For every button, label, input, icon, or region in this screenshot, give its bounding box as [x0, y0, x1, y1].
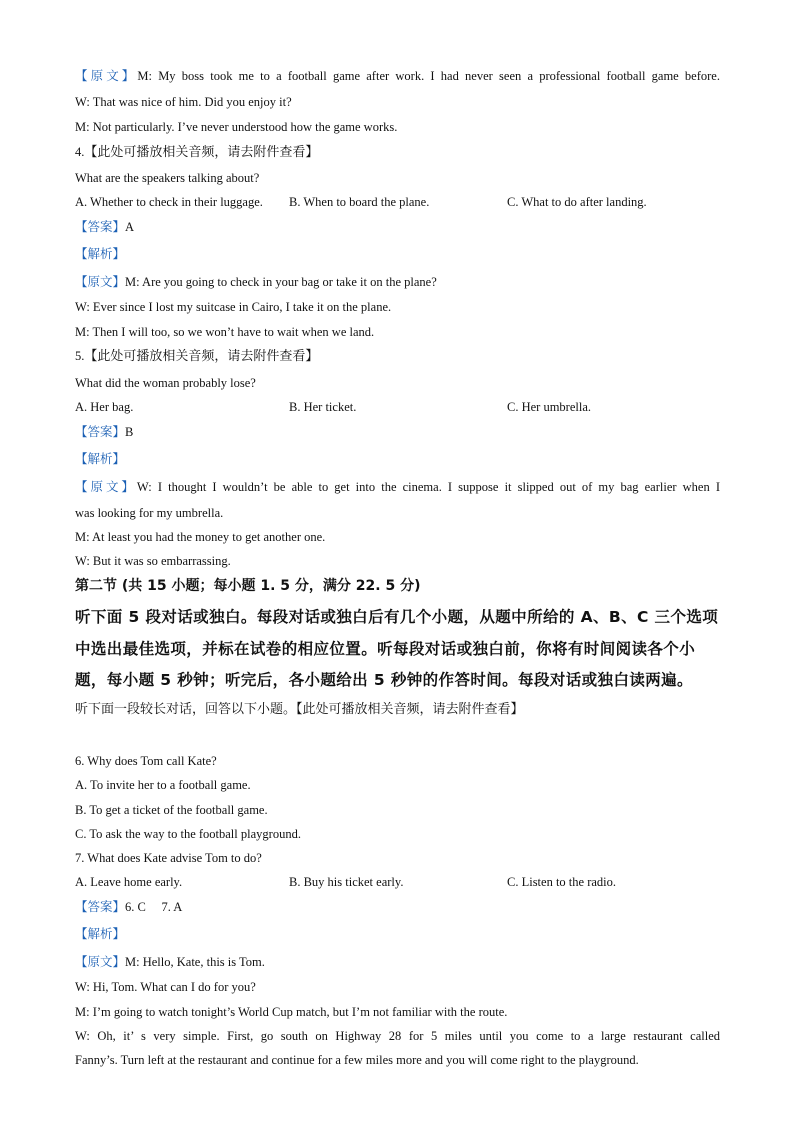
original-text-tag: 【原文】: [75, 69, 138, 83]
q7-transcript-line-4: W: Oh, it’ s very simple. First, go south on Highway 28 for 5 miles until you come to a large restaurant called: [75, 1029, 720, 1043]
q4-number: 4.: [75, 145, 85, 159]
q4-option-b: B. When to board the plane.: [289, 195, 430, 209]
q4-option-c: C. What to do after landing.: [507, 195, 647, 209]
q5-question: What did the woman probably lose?: [75, 376, 256, 390]
q5-option-a: A. Her bag.: [75, 400, 134, 414]
q4-answer-value: A: [125, 220, 135, 234]
q5-transcript-line-4: W: But it was so embarrassing.: [75, 554, 231, 568]
q6-q7-answer: [75, 899, 182, 915]
q5-option-c: C. Her umbrella.: [507, 400, 592, 414]
q4-options: [75, 194, 720, 210]
q7-transcript-line-2: W: Hi, Tom. What can I do for you?: [75, 980, 256, 994]
q3-transcript-line-1: 【原文】M: My boss took me to a football game after work. I had never seen a professional football game before.: [75, 69, 720, 83]
q5-answer: [75, 424, 133, 440]
q5-analysis-tag: 【解析】: [75, 452, 126, 466]
section2-heading: 第二节 (共 15 小题；每小题 1. 5 分，满分 22. 5 分): [75, 578, 421, 594]
q4-option-a: A. Whether to check in their luggage.: [75, 195, 263, 209]
q7-transcript-line-5: Fanny’s. Turn left at the restaurant and continue for a few miles more and you will come right to the playground.: [75, 1053, 639, 1067]
original-text-tag: 【原文】: [75, 275, 126, 289]
q5-transcript-line-2: was looking for my umbrella.: [75, 506, 224, 520]
section2-instruction-line-1: 听下面 5 段对话或独白。每段对话或独白后有几个小题，从题中所给的 A、B、C 三个选项: [75, 608, 719, 626]
q4-header: [75, 144, 318, 161]
original-text-tag: 【原文】: [75, 480, 137, 494]
q6-option-a: A. To invite her to a football game.: [75, 778, 251, 792]
answer-tag: 【答案】: [75, 900, 126, 914]
q6-question: 6. Why does Tom call Kate?: [75, 754, 217, 768]
q4-analysis-tag: 【解析】: [75, 247, 126, 261]
q7-options: [75, 874, 720, 890]
q7-analysis-tag: 【解析】: [75, 927, 126, 941]
q5-header: [75, 348, 318, 365]
q5-number: 5.: [75, 349, 85, 363]
q4-transcript-line-2: W: Ever since I lost my suitcase in Cairo, I take it on the plane.: [75, 300, 392, 314]
q5-audio-note[interactable]: 【此处可播放相关音频，请去附件查看】: [84, 349, 319, 364]
q3-transcript-line-3: M: Not particularly. I’ve never understood how the game works.: [75, 120, 398, 134]
q4-transcript-line-3: M: Then I will too, so we won’t have to wait when we land.: [75, 325, 375, 339]
section2-instruction-line-2: 中选出最佳选项，并标在试卷的相应位置。听每段对话或独白前，你将有时间阅读各个小: [75, 640, 696, 658]
q7-transcript-line-1: 【原文】M: Hello, Kate, this is Tom.: [75, 955, 265, 969]
q5-answer-value: B: [125, 425, 134, 439]
q6-q7-answer-value: 6. C 7. A: [125, 900, 183, 914]
q7-option-b: B. Buy his ticket early.: [289, 875, 404, 889]
original-text-tag: 【原文】: [75, 955, 126, 969]
q4-answer: [75, 219, 134, 235]
q5-option-b: B. Her ticket.: [289, 400, 357, 414]
answer-tag: 【答案】: [75, 425, 126, 439]
q4-audio-note[interactable]: 【此处可播放相关音频，请去附件查看】: [84, 145, 319, 160]
q7-transcript-line-3: M: I’m going to watch tonight’s World Cup match, but I’m not familiar with the route.: [75, 1005, 508, 1019]
answer-tag: 【答案】: [75, 220, 126, 234]
q7-option-c: C. Listen to the radio.: [507, 875, 617, 889]
q7-question: 7. What does Kate advise Tom to do?: [75, 851, 262, 865]
q5-transcript-line-1: 【原文】W: I thought I wouldn’t be able to get into the cinema. I suppose it slipped out of my bag earlier when I: [75, 480, 720, 494]
q5-transcript-line-3: M: At least you had the money to get another one.: [75, 530, 326, 544]
q4-question: What are the speakers talking about?: [75, 171, 260, 185]
q4-transcript-line-1: 【原文】M: Are you going to check in your bag or take it on the plane?: [75, 275, 437, 289]
q5-options: [75, 399, 720, 415]
section2-instruction-line-3: 题，每小题 5 秒钟；听完后，各小题给出 5 秒钟的作答时间。每段对话或独白读两遍。: [75, 671, 693, 689]
section2-intro: 听下面一段较长对话，回答以下小题。【此处可播放相关音频，请去附件查看】: [75, 702, 524, 717]
q6-option-b: B. To get a ticket of the football game.: [75, 803, 268, 817]
q3-transcript-line-2: W: That was nice of him. Did you enjoy it?: [75, 95, 292, 109]
q6-option-c: C. To ask the way to the football playground.: [75, 827, 301, 841]
q7-option-a: A. Leave home early.: [75, 875, 183, 889]
